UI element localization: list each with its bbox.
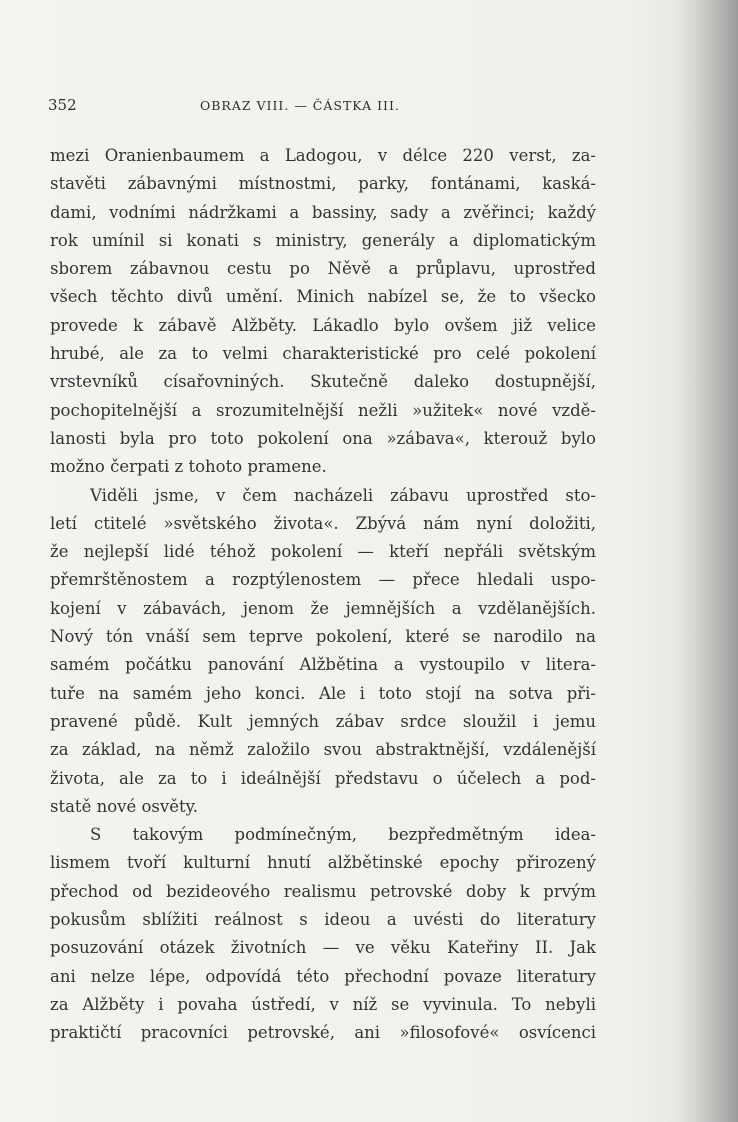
text-line: mezi Oranienbaumem a Ladogou, v délce 220 verst, za-: [50, 146, 596, 165]
page-number: 352: [48, 96, 77, 114]
text-line: za Alžběty i povaha ústředí, v níž se vyvinula. To nebyli: [50, 994, 596, 1014]
text-line: statě nové osvěty.: [50, 796, 198, 816]
text-line: lanosti byla pro toto pokolení ona »zábava«, kterouž bylo: [50, 428, 596, 448]
text-line: praktičtí pracovníci petrovské, ani »filosofové« osvícenci: [50, 1023, 596, 1043]
text-line: stavěti zábavnými místnostmi, parky, fontánami, kaská-: [50, 174, 596, 194]
text-line: za základ, na němž založilo svou abstraktnější, vzdálenější: [50, 740, 596, 760]
text-line: vrstevníků císařovniných. Skutečně daleko dostupnější,: [50, 372, 596, 392]
running-head: OBRAZ VIII. — ČÁSTKA III.: [200, 98, 400, 113]
page-header: [48, 96, 596, 118]
text-line: že nejlepší lidé téhož pokolení — kteří nepřáli světským: [50, 542, 596, 562]
text-line: pokusům sblížiti reálnost s ideou a uvésti do literatury: [50, 910, 596, 930]
text-line: tuře na samém jeho konci. Ale i toto stojí na sotva při-: [50, 683, 596, 703]
text-line: letí ctitelé »světského života«. Zbývá nám nyní doložiti,: [50, 513, 596, 533]
text-line: lismem tvoří kulturní hnutí alžbětinské epochy přirozený: [50, 853, 596, 873]
text-line: pochopitelnější a srozumitelnější nežli »užitek« nové vzdě-: [50, 400, 596, 420]
text-line: možno čerpati z tohoto pramene.: [50, 457, 327, 477]
text-line: sborem zábavnou cestu po Něvě a průplavu, uprostřed: [50, 259, 596, 279]
text-line: hrubé, ale za to velmi charakteristické pro celé pokolení: [50, 344, 596, 364]
text-line: S takovým podmínečným, bezpředmětným idea-: [90, 825, 596, 845]
text-line: všech těchto divů umění. Minich nabízel se, že to všecko: [50, 287, 596, 307]
text-line: kojení v zábavách, jenom že jemnějších a vzdělanějších.: [50, 598, 596, 618]
page-edge-shadow: [668, 0, 738, 1122]
text-line: pravené půdě. Kult jemných zábav srdce sloužil i jemu: [50, 711, 596, 731]
text-line: dami, vodními nádržkami a bassiny, sady a zvěřinci; každý: [50, 202, 596, 222]
text-line: přechod od bezideového realismu petrovské doby k prvým: [50, 881, 596, 901]
text-line: života, ale za to i ideálnější představu o účelech a pod-: [50, 768, 596, 788]
text-line: ani nelze lépe, odpovídá této přechodní povaze literatury: [50, 966, 596, 986]
text-line: rok umínil si konati s ministry, generály a diplomatickým: [50, 230, 596, 250]
text-line: přemrštěnostem a rozptýlenostem — přece hledali uspo-: [50, 570, 596, 590]
text-line: Viděli jsme, v čem nacházeli zábavu uprostřed sto-: [90, 485, 596, 505]
text-line: posuzování otázek životních — ve věku Kateřiny II. Jak: [50, 938, 596, 958]
body-text: [50, 142, 596, 1048]
text-line: samém počátku panování Alžbětina a vystoupilo v litera-: [50, 655, 596, 675]
text-line: provede k zábavě Alžběty. Lákadlo bylo ovšem již velice: [50, 315, 596, 335]
text-line: Nový tón vnáší sem teprve pokolení, které se narodilo na: [50, 627, 596, 647]
